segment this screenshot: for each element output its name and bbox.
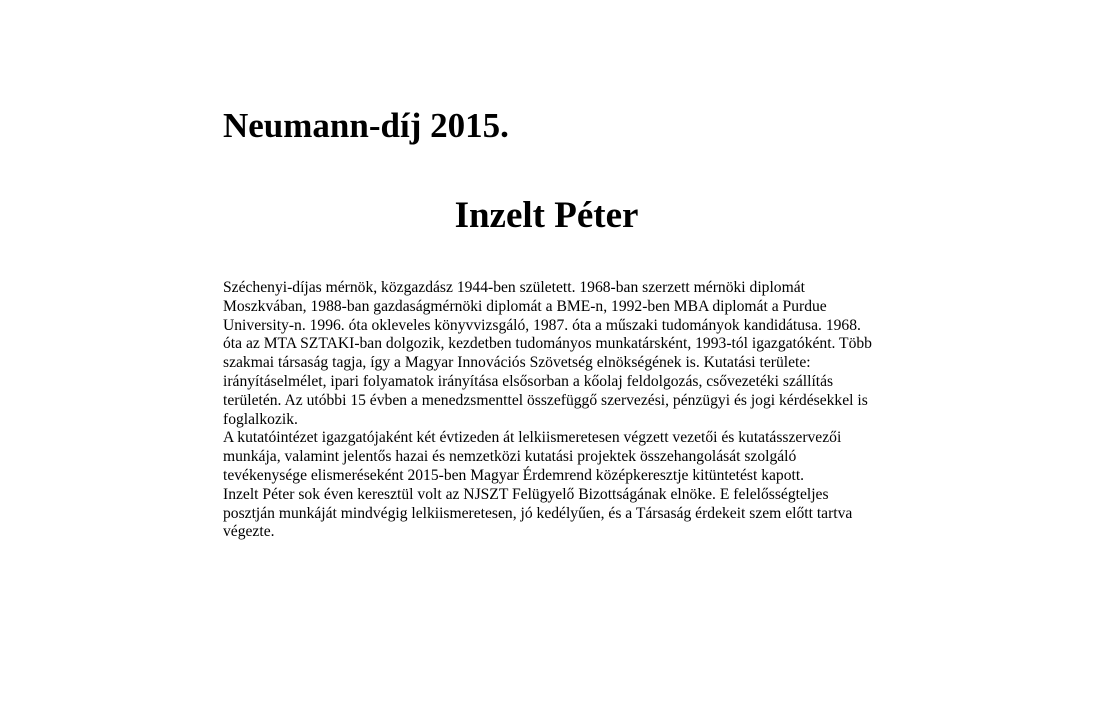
page-title: Neumann-díj 2015.: [223, 106, 509, 145]
bio-paragraph-career: Széchenyi-díjas mérnök, közgazdász 1944-ben született. 1968-ban szerzett mérnöki diplomát Moszkvában, 1988-ban gazdaságmérnöki diplomát a BME-n, 1992-ben MBA diplomát a Purdue University-n. 1996. óta okleveles könyvvizsgáló, 1987. óta a műszaki tudományok kandidátusa. 1968. óta az MTA SZTAKI-ban dolgozik, kezdetben tudományos munkatársként, 1993-tól igazgatóként. Több szakmai társaság tagja, így a Magyar Innovációs Szövetség elnökségének is. Kutatási területe: irányításelmélet, ipari folyamatok irányítása elsősorban a kőolaj feldolgozás, csővezetéki szállítás területén. Az utóbbi 15 évben a menedzsmenttel összefüggő szervezési, pénzügyi és jogi kérdésekkel is foglalkozik.: [223, 279, 872, 428]
bio-paragraph-award: A kutatóintézet igazgatójaként két évtizeden át lelkiismeretesen végzett vezetői és kutatásszervezői munkája, valamint jelentős hazai és nemzetközi kutatási projektek összehangolását szolgáló tevékenysége elismeréseként 2015-ben Magyar Érdemrend középkeresztje kitüntetést kapott.: [223, 429, 842, 484]
person-name: Inzelt Péter: [454, 195, 639, 236]
person-name-heading: [0, 193, 1093, 239]
bio-paragraph-njszt: Inzelt Péter sok éven keresztül volt az NJSZT Felügyelő Bizottságának elnöke. E felelősségteljes posztján munkáját mindvégig lelkiismeretesen, jó kedélyűen, és a Társaság érdekeit szem előtt tartva végezte.: [223, 485, 853, 541]
biography: [223, 279, 883, 542]
